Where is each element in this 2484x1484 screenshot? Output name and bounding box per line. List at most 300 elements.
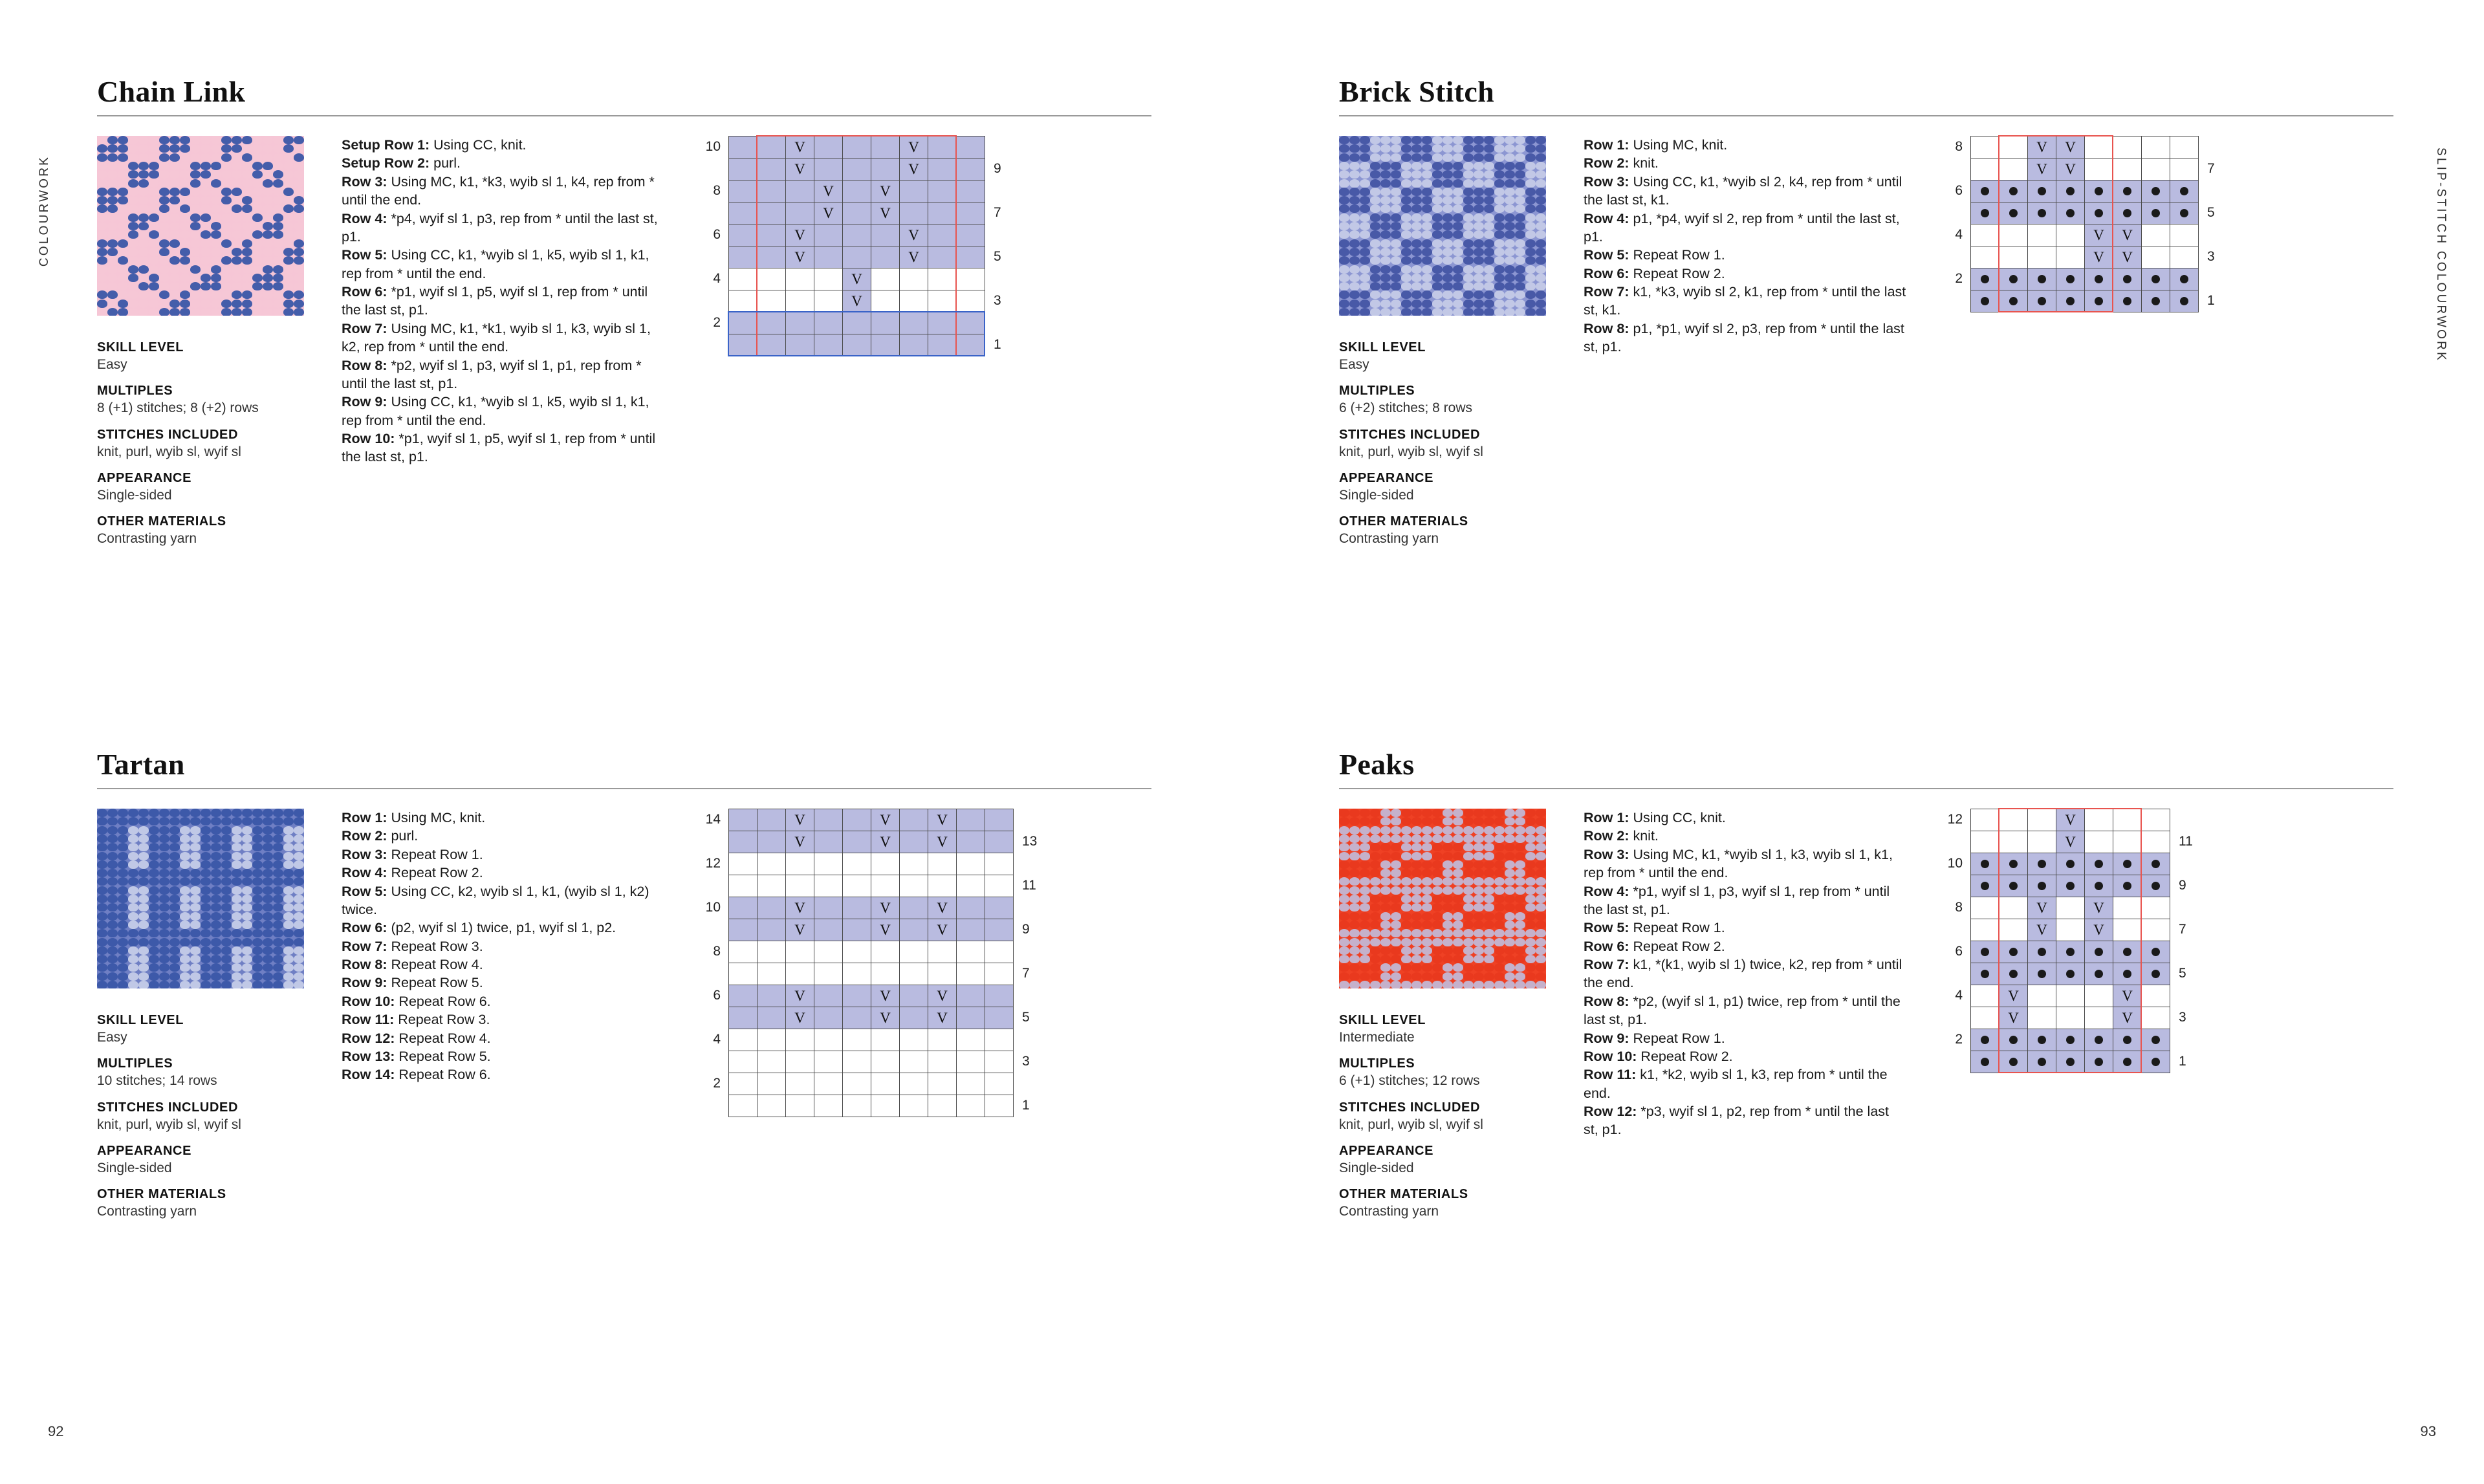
chart-cell xyxy=(2028,180,2056,202)
instruction-row-label: Row 4: xyxy=(342,865,387,881)
chart-cell xyxy=(2085,1051,2113,1073)
pattern-metadata xyxy=(97,999,310,1220)
chart-cell xyxy=(843,941,871,963)
chart-cell xyxy=(786,224,814,246)
chart-cell xyxy=(2056,897,2085,919)
other-materials-label: OTHER MATERIALS xyxy=(97,514,226,529)
chart-cell xyxy=(729,853,757,875)
purl-dot-symbol xyxy=(2152,970,2160,978)
multiples-label: MULTIPLES xyxy=(97,1056,173,1071)
chart-grid xyxy=(1970,809,2170,1073)
chart-cell xyxy=(1999,919,2028,941)
chart-cell xyxy=(957,158,985,180)
chart-row-number-right: 3 xyxy=(1022,1054,1030,1069)
purl-dot-symbol xyxy=(2009,209,2018,217)
chart-cell xyxy=(957,809,985,831)
instruction-row-label: Row 14: xyxy=(342,1067,395,1083)
chart-cell xyxy=(2113,268,2142,290)
chart-cell xyxy=(928,158,957,180)
chart-cell xyxy=(2028,1029,2056,1051)
chart-cell xyxy=(957,136,985,158)
instruction-row-label: Row 6: xyxy=(1584,938,1629,954)
chart-cell xyxy=(957,202,985,224)
slip-stitch-symbol: V xyxy=(2093,248,2104,265)
chart-cell xyxy=(729,1051,757,1073)
stitches-included-value: knit, purl, wyib sl, wyif sl xyxy=(1339,444,1483,459)
chart-cell xyxy=(871,985,900,1007)
pattern-metadata xyxy=(1339,326,1552,547)
chart-row-number-right: 1 xyxy=(1022,1098,1030,1113)
chart-cell xyxy=(957,312,985,334)
slip-stitch-symbol: V xyxy=(2122,987,2133,1004)
chart-cell xyxy=(843,334,871,356)
instruction-row-label: Row 5: xyxy=(1584,920,1629,936)
chart-row xyxy=(729,941,1014,963)
chart-row-number-right: 9 xyxy=(2179,878,2186,893)
slip-stitch-symbol: V xyxy=(2036,138,2047,155)
chart-cell xyxy=(928,1007,957,1029)
chart-cell xyxy=(1999,180,2028,202)
chart-cell xyxy=(757,180,786,202)
chart-cell xyxy=(2085,224,2113,246)
appearance-label: APPEARANCE xyxy=(97,1143,192,1158)
instruction-row-label: Setup Row 2: xyxy=(342,155,430,171)
slip-stitch-symbol: V xyxy=(937,811,948,828)
chart-cell xyxy=(1999,941,2028,963)
chart-cell xyxy=(1999,1007,2028,1029)
chart-cell xyxy=(786,268,814,290)
chart-cell xyxy=(786,963,814,985)
chart-row xyxy=(1971,875,2170,897)
chart-cell xyxy=(814,919,843,941)
slip-stitch-symbol: V xyxy=(794,1009,805,1026)
chart-cell xyxy=(871,1007,900,1029)
chart-cell xyxy=(900,334,928,356)
chart-cell xyxy=(985,1073,1014,1095)
chart-row xyxy=(729,875,1014,897)
chart-cell xyxy=(928,875,957,897)
chart-cell xyxy=(1971,290,1999,312)
pattern-instructions xyxy=(342,136,665,466)
instruction-row-label: Row 13: xyxy=(342,1048,395,1064)
chart-cell xyxy=(1971,897,1999,919)
chart-cell xyxy=(900,963,928,985)
purl-dot-symbol xyxy=(2009,948,2018,956)
instruction-row-label: Row 6: xyxy=(342,284,387,300)
slip-stitch-symbol: V xyxy=(823,204,834,221)
chart-cell xyxy=(2113,985,2142,1007)
chart-cell xyxy=(843,312,871,334)
stitches-included-label: STITCHES INCLUDED xyxy=(97,1100,238,1115)
chart-row xyxy=(729,1029,1014,1051)
slip-stitch-symbol: V xyxy=(851,270,862,287)
chart-cell xyxy=(729,268,757,290)
chart-cell xyxy=(843,963,871,985)
swatch-column xyxy=(1339,809,1552,1230)
chart-cell xyxy=(871,919,900,941)
chart-cell xyxy=(2085,290,2113,312)
chart-cell xyxy=(1999,831,2028,853)
chart-cell xyxy=(729,136,757,158)
chart-cell xyxy=(2056,1029,2085,1051)
multiples-label: MULTIPLES xyxy=(1339,1056,1415,1071)
instruction-row-label: Row 12: xyxy=(1584,1104,1637,1119)
chart-cell xyxy=(957,963,985,985)
chart-cell xyxy=(985,809,1014,831)
chart-cell xyxy=(729,831,757,853)
chart-row xyxy=(1971,831,2170,853)
chart-cell xyxy=(843,875,871,897)
chart-cell xyxy=(2085,809,2113,831)
chart-cell xyxy=(1971,246,1999,268)
slip-stitch-symbol: V xyxy=(908,248,919,265)
chart-cell xyxy=(928,334,957,356)
chart-row-number-left: 2 xyxy=(1955,1032,1963,1047)
pattern-body xyxy=(97,789,1151,1230)
chart-row xyxy=(729,136,985,158)
chart-cell xyxy=(2056,941,2085,963)
chart-cell xyxy=(871,180,900,202)
chart-row-number-right: 5 xyxy=(994,249,1001,264)
pattern-chart xyxy=(691,136,1025,362)
chart-cell xyxy=(843,202,871,224)
chart-row xyxy=(729,158,985,180)
chart-cell xyxy=(985,831,1014,853)
chart-cell xyxy=(757,853,786,875)
chart-cell xyxy=(2142,919,2170,941)
appearance-label: APPEARANCE xyxy=(1339,1143,1434,1158)
chart-cell xyxy=(1971,875,1999,897)
swatch-column xyxy=(97,136,310,558)
instruction-row-label: Row 9: xyxy=(342,394,387,410)
chart-row xyxy=(1971,853,2170,875)
appearance-value: Single-sided xyxy=(97,1160,172,1175)
multiples-label: MULTIPLES xyxy=(1339,384,1415,398)
chart-cell xyxy=(900,224,928,246)
chart-cell xyxy=(843,1051,871,1073)
chart-cell xyxy=(729,985,757,1007)
chart-cell xyxy=(814,246,843,268)
chart-cell xyxy=(900,268,928,290)
chart-cell xyxy=(2113,831,2142,853)
chart-cell xyxy=(2085,136,2113,158)
chart-cell xyxy=(2170,224,2199,246)
chart-cell xyxy=(2056,963,2085,985)
chart-row-number-left: 8 xyxy=(1955,139,1963,154)
appearance-value: Single-sided xyxy=(1339,487,1414,503)
chart-cell xyxy=(2142,268,2170,290)
chart-row-number-left: 4 xyxy=(1955,227,1963,242)
slip-stitch-symbol: V xyxy=(2036,899,2047,916)
skill-level-label: SKILL LEVEL xyxy=(1339,340,1426,355)
swatch-column xyxy=(97,809,310,1230)
chart-cell xyxy=(928,919,957,941)
purl-dot-symbol xyxy=(1981,970,1989,978)
chart-row-number-left: 2 xyxy=(1955,271,1963,286)
chart-cell xyxy=(1999,224,2028,246)
other-materials-label: OTHER MATERIALS xyxy=(1339,1187,1468,1201)
slip-stitch-symbol: V xyxy=(2036,921,2047,938)
chart-row-number-right: 3 xyxy=(2207,249,2215,264)
chart-cell xyxy=(2142,290,2170,312)
pattern-block-chain-link xyxy=(97,74,1151,558)
chart-row xyxy=(1971,1007,2170,1029)
slip-stitch-symbol: V xyxy=(937,833,948,850)
chart-cell xyxy=(871,290,900,312)
chart-cell xyxy=(900,202,928,224)
pattern-block-peaks xyxy=(1339,747,2393,1230)
chart-cell xyxy=(957,1073,985,1095)
chart-cell xyxy=(928,963,957,985)
chart-cell xyxy=(2056,809,2085,831)
chart-cell xyxy=(900,136,928,158)
chart-cell xyxy=(985,941,1014,963)
purl-dot-symbol xyxy=(2038,1058,2046,1066)
chart-cell xyxy=(814,1095,843,1117)
slip-stitch-symbol: V xyxy=(880,811,891,828)
slip-stitch-symbol: V xyxy=(794,899,805,916)
chart-cell xyxy=(2085,246,2113,268)
chart-cell xyxy=(2113,853,2142,875)
purl-dot-symbol xyxy=(1981,209,1989,217)
purl-dot-symbol xyxy=(2066,1036,2075,1044)
chart-row-number-right: 3 xyxy=(2179,1010,2186,1025)
purl-dot-symbol xyxy=(2152,882,2160,890)
chart-row xyxy=(1971,897,2170,919)
purl-dot-symbol xyxy=(2152,297,2160,305)
chart-cell xyxy=(757,985,786,1007)
chart-cell xyxy=(814,1029,843,1051)
pattern-chart xyxy=(1933,809,2210,1079)
chart-cell xyxy=(928,853,957,875)
appearance-value: Single-sided xyxy=(1339,1160,1414,1175)
chart-cell xyxy=(843,268,871,290)
chart-cell xyxy=(843,919,871,941)
chart-cell xyxy=(786,875,814,897)
skill-level-value: Easy xyxy=(1339,357,1369,372)
multiples-value: 6 (+2) stitches; 8 rows xyxy=(1339,400,1472,416)
purl-dot-symbol xyxy=(2123,187,2131,195)
chart-row xyxy=(729,1007,1014,1029)
slip-stitch-symbol: V xyxy=(794,226,805,243)
chart-row-number-right: 7 xyxy=(994,205,1001,220)
chart-cell xyxy=(957,290,985,312)
chart-cell xyxy=(729,202,757,224)
chart-cell xyxy=(871,334,900,356)
chart-row xyxy=(729,1073,1014,1095)
chart-row xyxy=(1971,246,2199,268)
chart-row-number-left: 8 xyxy=(713,944,721,959)
chart-cell xyxy=(2056,875,2085,897)
purl-dot-symbol xyxy=(1981,1036,1989,1044)
purl-dot-symbol xyxy=(1981,297,1989,305)
purl-dot-symbol xyxy=(1981,948,1989,956)
chart-cell xyxy=(2170,202,2199,224)
chart-cell xyxy=(1999,985,2028,1007)
chart-cell xyxy=(2113,963,2142,985)
chart-row-number-left: 6 xyxy=(713,227,721,242)
purl-dot-symbol xyxy=(1981,187,1989,195)
chart-cell xyxy=(2142,1051,2170,1073)
chart-cell xyxy=(928,224,957,246)
swatch-image xyxy=(1339,809,1546,988)
chart-cell xyxy=(814,312,843,334)
chart-row xyxy=(1971,224,2199,246)
chart-cell xyxy=(1971,963,1999,985)
purl-dot-symbol xyxy=(2152,1036,2160,1044)
purl-dot-symbol xyxy=(2152,948,2160,956)
swatch-column xyxy=(1339,136,1552,558)
chart-cell xyxy=(900,1007,928,1029)
chart-cell xyxy=(2142,158,2170,180)
chart-cell xyxy=(2142,136,2170,158)
purl-dot-symbol xyxy=(2180,297,2188,305)
chart-cell xyxy=(871,224,900,246)
chart-row xyxy=(729,985,1014,1007)
chart-cell xyxy=(985,853,1014,875)
chart-cell xyxy=(985,1007,1014,1029)
chart-cell xyxy=(843,1007,871,1029)
chart-cell xyxy=(2085,985,2113,1007)
purl-dot-symbol xyxy=(1981,882,1989,890)
stitches-included-value: knit, purl, wyib sl, wyif sl xyxy=(1339,1117,1483,1132)
chart-cell xyxy=(843,180,871,202)
chart-cell xyxy=(957,268,985,290)
chart-cell xyxy=(757,158,786,180)
chart-cell xyxy=(1999,853,2028,875)
chart-cell xyxy=(1999,963,2028,985)
chart-cell xyxy=(843,985,871,1007)
purl-dot-symbol xyxy=(1981,860,1989,868)
chart-cell xyxy=(1971,809,1999,831)
chart-cell xyxy=(786,853,814,875)
chart-cell xyxy=(871,158,900,180)
slip-stitch-symbol: V xyxy=(2065,138,2076,155)
folio-left: 92 xyxy=(48,1423,64,1439)
chart-cell xyxy=(900,875,928,897)
chart-cell xyxy=(2028,290,2056,312)
chart-cell xyxy=(2142,202,2170,224)
chart-cell xyxy=(957,1051,985,1073)
purl-dot-symbol xyxy=(2180,187,2188,195)
chart-cell xyxy=(2028,941,2056,963)
purl-dot-symbol xyxy=(2123,209,2131,217)
chart-row-number-right: 1 xyxy=(2179,1054,2186,1069)
chart-row-number-left: 6 xyxy=(713,988,721,1003)
chart-row xyxy=(729,224,985,246)
chart-cell xyxy=(928,1073,957,1095)
purl-dot-symbol xyxy=(2009,187,2018,195)
chart-cell xyxy=(928,180,957,202)
chart-cell xyxy=(957,875,985,897)
chart-cell xyxy=(900,1095,928,1117)
chart-cell xyxy=(757,1051,786,1073)
chart-cell xyxy=(928,290,957,312)
chart-cell xyxy=(2085,180,2113,202)
instruction-row-label: Row 10: xyxy=(342,993,395,1009)
pattern-body xyxy=(97,116,1151,558)
multiples-value: 10 stitches; 14 rows xyxy=(97,1073,217,1089)
chart-cell xyxy=(928,897,957,919)
chart-cell xyxy=(1999,268,2028,290)
chart-cell xyxy=(2028,1007,2056,1029)
chart-cell xyxy=(729,1029,757,1051)
instruction-paragraph: Setup Row 1: Using CC, knit. Setup Row 2: purl. Row 3: Using MC, k1, *k3, wyib sl 1, k4, rep from * until the end. Row 4: *p4, wyif sl 1, p3, rep from * until the last st, p1. Row 5: Using CC, k1, *wyib sl 1, k5, wyib sl 1, k1, rep from * until the end. Row 6: *p1, wyif sl 1, p5, wyif sl 1, rep from * until the last st, p1. Row 7: Using MC, k1, *k1, wyib sl 1, k3, wyib sl 1, k2, rep from * until the end. Row 8: *p2, wyif sl 1, p3, wyif sl 1, p1, rep from * until the last st, p1. Row 9: Using CC, k1, *wyib sl 1, k5, wyib sl 1, k1, rep from * until the end. Row 10: *p1, wyif sl 1, p5, wyif sl 1, rep from * until the last st, p1. xyxy=(342,137,658,465)
chart-cell xyxy=(900,246,928,268)
purl-dot-symbol xyxy=(2180,209,2188,217)
skill-level-label: SKILL LEVEL xyxy=(97,1013,184,1027)
chart-cell xyxy=(814,941,843,963)
stitches-included-label: STITCHES INCLUDED xyxy=(1339,1100,1480,1115)
purl-dot-symbol xyxy=(2009,297,2018,305)
chart-cell xyxy=(1971,202,1999,224)
pattern-block-brick-stitch xyxy=(1339,74,2393,558)
purl-dot-symbol xyxy=(2038,948,2046,956)
chart-cell xyxy=(757,246,786,268)
slip-stitch-symbol: V xyxy=(880,899,891,916)
chart-cell xyxy=(757,268,786,290)
chart-cell xyxy=(2028,202,2056,224)
purl-dot-symbol xyxy=(2123,882,2131,890)
chart-cell xyxy=(2028,875,2056,897)
chart-cell xyxy=(729,875,757,897)
instruction-row-label: Row 6: xyxy=(1584,265,1629,281)
multiples-value: 6 (+1) stitches; 12 rows xyxy=(1339,1073,1480,1089)
chart-cell xyxy=(957,897,985,919)
chart-cell xyxy=(1999,290,2028,312)
chart-cell xyxy=(2142,941,2170,963)
chart-cell xyxy=(2085,202,2113,224)
purl-dot-symbol xyxy=(2066,275,2075,283)
chart-cell xyxy=(985,1095,1014,1117)
chart-cell xyxy=(900,158,928,180)
chart-cell xyxy=(2170,268,2199,290)
chart-grid xyxy=(728,809,1014,1117)
chart-cell xyxy=(957,246,985,268)
chart-cell xyxy=(957,180,985,202)
instruction-row-label: Row 2: xyxy=(1584,828,1629,844)
appearance-label: APPEARANCE xyxy=(97,470,192,485)
chart-cell xyxy=(985,919,1014,941)
chart-cell xyxy=(2085,1007,2113,1029)
chart-cell xyxy=(1971,1007,1999,1029)
swatch-image xyxy=(1339,136,1546,316)
chart-row-number-left: 2 xyxy=(713,1076,721,1091)
chart-cell xyxy=(871,963,900,985)
chart-cell xyxy=(2113,246,2142,268)
chart-row-number-left: 10 xyxy=(1947,856,1963,871)
chart-cell xyxy=(2085,853,2113,875)
purl-dot-symbol xyxy=(2152,275,2160,283)
chart-cell xyxy=(900,312,928,334)
purl-dot-symbol xyxy=(2123,970,2131,978)
chart-cell xyxy=(1999,136,2028,158)
chart-cell xyxy=(985,897,1014,919)
other-materials-label: OTHER MATERIALS xyxy=(97,1187,226,1201)
purl-dot-symbol xyxy=(2123,275,2131,283)
chart-cell xyxy=(900,941,928,963)
purl-dot-symbol xyxy=(2038,209,2046,217)
chart-cell xyxy=(2142,831,2170,853)
chart-cell xyxy=(814,334,843,356)
chart-cell xyxy=(786,1073,814,1095)
skill-level-value: Easy xyxy=(97,1030,127,1045)
instruction-row-label: Row 4: xyxy=(342,210,387,226)
purl-dot-symbol xyxy=(2123,948,2131,956)
chart-cell xyxy=(757,1095,786,1117)
chart-cell xyxy=(2028,224,2056,246)
chart-cell xyxy=(2056,224,2085,246)
